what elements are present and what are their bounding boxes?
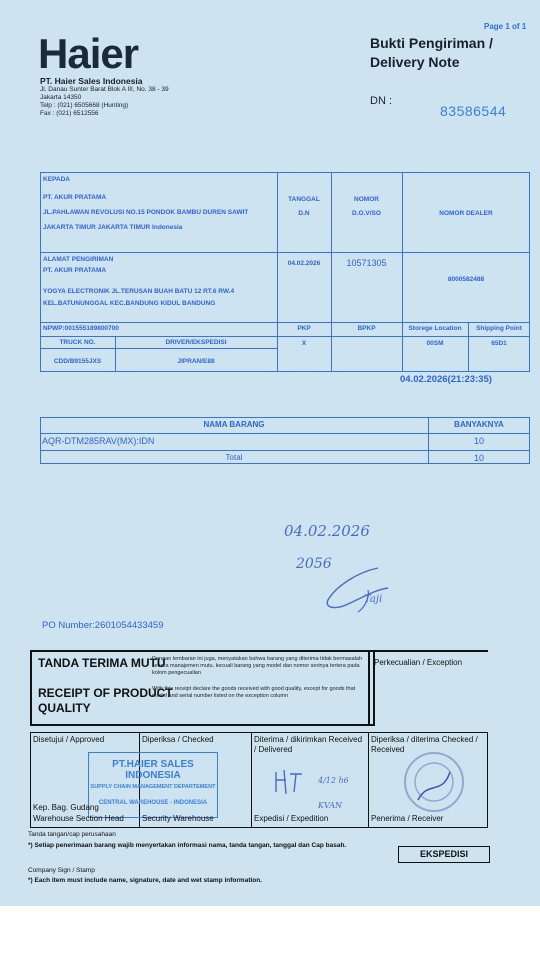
item-name: AQR-DTM285RAV(MX):IDN [42,436,155,446]
recipient-address-1: JL.PAHLAWAN REVOLUSI NO.15 PONDOK BAMBU DUREN SAWIT [43,209,249,216]
handwritten-time: 2056 [296,556,332,572]
dealer-label: NOMOR DEALER [439,210,493,217]
stamp-subtitle-2: CENTRAL WAREHOUSE - INDONESIA [98,800,208,806]
receipt-text-en: With this receipt declare the goods received with good quality, except for goods that model and serial number listed on the exception column [152,686,356,699]
company-name: PT. Haier Sales Indonesia [40,76,143,86]
shipping-address-2: KEL.BATUNUNGGAL KEC.BANDUNG KIDUL BANDUNG [43,300,216,307]
print-timestamp: 04.02.2026(21:23:35) [400,374,492,385]
expedition-note: 4/12 h6 [318,776,349,785]
footer-note-en: *) Each item must include name, signature, date and wet stamp information. [28,877,263,884]
checked-label: Diperiksa / Checked [142,735,214,744]
so-number: 10571305 [346,258,387,268]
stamp-subtitle: SUPPLY CHAIN MANAGEMENT DEPARTEMENT [90,784,216,790]
driver-value: JIPRAN/E88 [177,358,215,365]
exception-label: Perkecualian / Exception [374,658,463,667]
receipt-title-en-2: QUALITY [38,701,91,715]
pkp-value: X [301,340,307,347]
storage-location-label: Storege Location [408,325,462,332]
receiver-stamp-icon [398,750,470,814]
bpkp-label: BPKP [357,325,376,332]
total-value: 10 [473,453,484,463]
dn-number: 83586544 [440,103,507,119]
expedition-label: Expedisi / Expedition [254,814,329,823]
company-address-2: Jakarta 14350 [40,94,82,101]
expedition-name: KVAN [318,801,342,810]
storage-location-value: 00SM [426,340,444,347]
security-warehouse: Security Warehouse [142,814,214,823]
po-number: PO Number:2601054433459 [42,620,164,631]
total-label: Total [225,453,243,462]
receipt-text-id: Dengan lembaran ini juga, menyatakan bahwa barang yang diterima tidak bermasalah secara manajemen mutu, kecuali barang yang model dan nomor serinya tertera pada kolom pengecualian [152,656,363,676]
page-indicator: Page 1 of 1 [484,22,527,31]
title-line-2: Delivery Note [370,54,460,70]
haier-logo: Haier [38,30,139,77]
delivered-label: Diterima / dikirimkan Received / Delivered [254,735,363,754]
company-fax: Fax : (021) 6512556 [40,110,99,117]
receipt-title-id: TANDA TERIMA MUTU [38,656,166,670]
kep-bag-gudang: Kep. Bag. Gudang [33,803,99,812]
warehouse-section-head: Warehouse Section Head [33,814,124,823]
truck-no-value: CDD/B9155JXS [53,358,102,365]
shipping-name: PT. AKUR PRATAMA [43,267,107,274]
footer-sign-label-id: Tanda tangan/cap perusahaan [28,831,116,838]
item-qty: 10 [473,436,484,446]
handwritten-signature-icon [318,560,408,620]
stamp-title: PT.HAIER SALES INDONESIA [112,759,194,781]
title-line-1: Bukti Pengiriman / [370,35,493,51]
shipping-point-label: Shipping Point [476,325,522,332]
dn-label: DN : [370,95,392,107]
receipt-title-en-1: RECEIPT OF PRODUCT [38,686,173,700]
tanggal-value: D.N [298,210,310,217]
col-nama-barang: NAMA BARANG [203,420,265,429]
shipping-address-label: ALAMAT PENGIRIMAN [43,256,114,263]
nomor-value: D.O.V/SO [352,210,381,217]
handwritten-date: 04.02.2026 [284,522,370,540]
company-address-1: Jl. Danau Sunter Barat Blok A III, No. 38 - 39 [40,86,169,93]
expedition-signature-icon [272,768,312,796]
company-phone: Telp : (021) 6505668 (Hunting) [40,102,129,109]
footer-sign-label-en: Company Sign / Stamp [28,867,95,874]
receiver-label: Penerima / Receiver [371,814,444,823]
dealer-number: 8000582488 [447,276,485,283]
shipping-point-value: 65D1 [491,340,507,347]
signature-name: Taji [364,594,383,605]
recipient-name: PT. AKUR PRATAMA [43,194,107,201]
footer-note-id: *) Setiap penerimaan barang wajib menyertakan informasi nama, tanda tangan, tanggal dan Cap basah. [28,842,347,849]
kepada-label: KEPADA [43,176,70,183]
document-title [370,34,493,72]
tanggal-label: TANGGAL [288,196,320,203]
pkp-label: PKP [297,325,311,332]
nomor-label: NOMOR [354,196,379,203]
delivery-date: 04.02.2026 [287,260,321,267]
truck-no-label: TRUCK NO. [59,339,96,346]
shipping-address-1: YOGYA ELECTRONIK JL.TERUSAN BUAH BATU 12 RT.6 RW.4 [43,288,235,295]
warehouse-stamp [88,752,218,818]
recipient-address-2: JAKARTA TIMUR JAKARTA TIMUR Indonesia [43,224,183,231]
driver-label: DRIVER/EKSPEDISI [165,339,227,346]
ekspedisi-box: EKSPEDISI [398,846,490,863]
npwp: NPWP:001555189800700 [43,325,119,332]
col-banyaknya: BANYAKNYA [454,420,504,429]
approved-label: Disetujui / Approved [33,735,105,744]
received-label: Diperiksa / diterima Checked / Received [371,735,478,754]
